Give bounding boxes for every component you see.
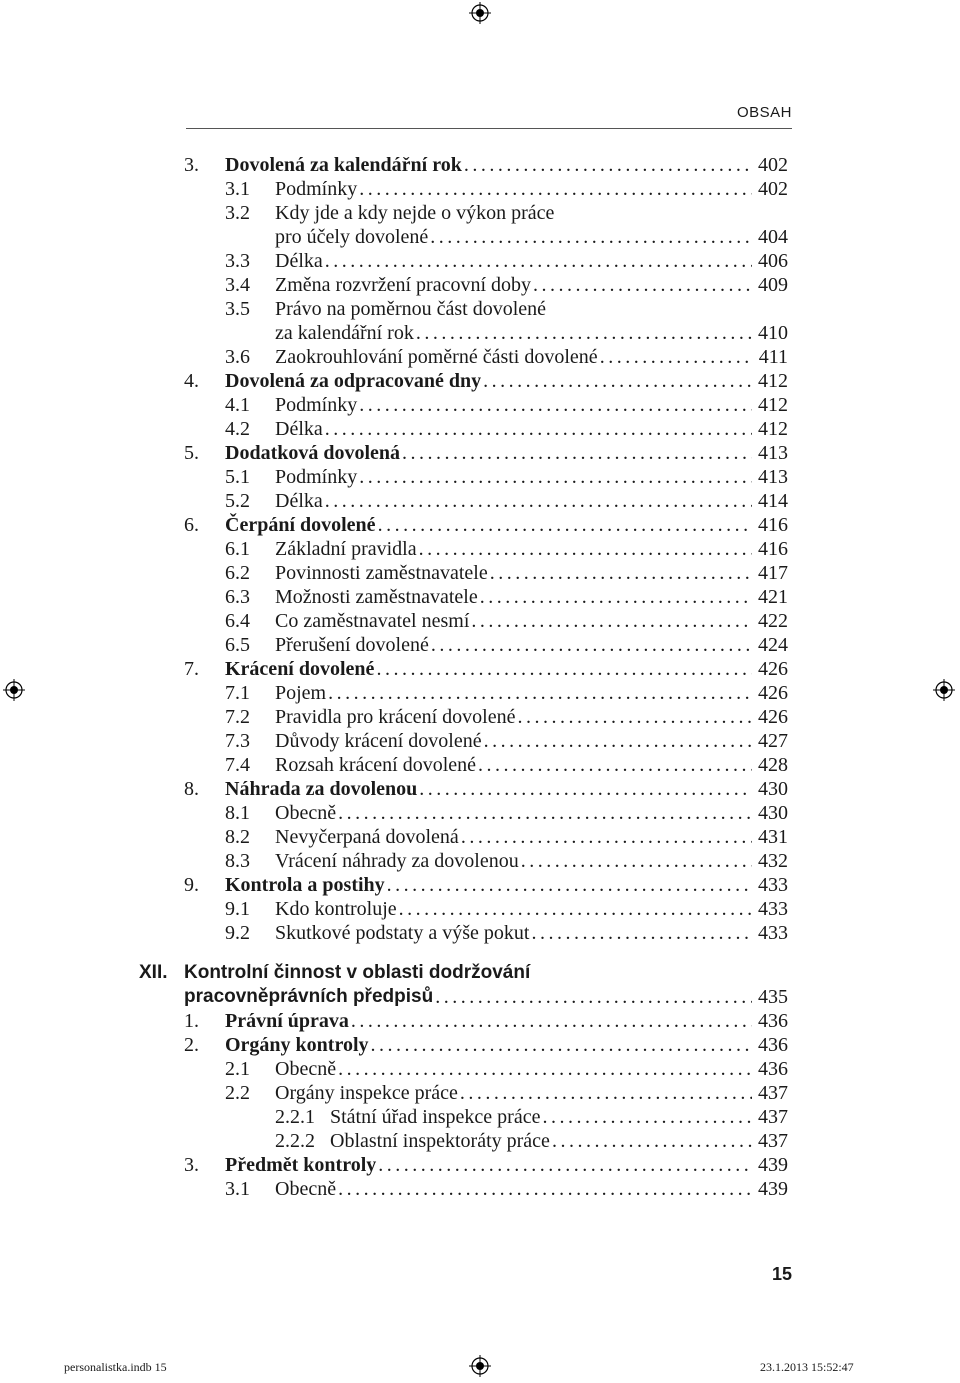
toc-leader-dots [478,753,752,777]
toc-leader-dots [402,441,752,465]
toc-entry-number: 1. [184,1010,199,1032]
toc-leader-dots [471,609,752,633]
toc-entry-title: Pojem [275,682,327,704]
toc-entry-title: Obecně [275,1178,337,1200]
toc-entry [184,1081,788,1105]
toc-leader-dots [325,489,752,513]
toc-entry [184,1009,788,1033]
toc-entry-number: 4. [184,370,199,392]
toc-entry-page: 421 [758,586,788,608]
toc-entry [184,801,788,825]
toc-entry-number: 8.2 [225,826,250,848]
toc-entry-title: Kdo kontroluje [275,898,397,920]
toc-entry-page: 436 [758,1010,788,1032]
toc-entry-title: Oblastní inspektoráty práce [330,1130,550,1152]
toc-leader-dots [480,585,752,609]
toc-entry [184,393,788,417]
toc-entry-number: 6. [184,514,199,536]
toc-entry-number: 7. [184,658,199,680]
toc-entry-title: Rozsah krácení dovolené [275,754,477,776]
toc-entry-page: 424 [758,634,788,656]
table-of-contents [139,153,788,1201]
toc-entry-title: pro účely dovolené [275,226,429,248]
toc-leader-dots [359,465,752,489]
page-number: 15 [771,1264,792,1284]
toc-entry-page: 426 [758,706,788,728]
toc-leader-dots [552,1129,752,1153]
toc-entry-title: Podmínky [275,394,358,416]
toc-entry-number: 2. [184,1034,199,1056]
toc-entry-number: 3.1 [225,1178,250,1200]
toc-entry-page: 412 [758,370,788,392]
toc-entry-number: 7.3 [225,730,250,752]
toc-entry-title: Délka [275,418,323,440]
toc-leader-dots [431,633,752,657]
toc-entry-title: Možnosti zaměstnavatele [275,586,478,608]
toc-entry-title: za kalendářní rok [275,322,414,344]
toc-entry-number: 2.2.1 [275,1106,315,1128]
footer-datetime: 23.1.2013 15:52:47 [760,1360,854,1374]
toc-entry-number: 6.3 [225,586,250,608]
toc-entry-title: Délka [275,490,323,512]
toc-entry-title: Nevyčerpaná dovolená [275,826,459,848]
toc-entry-number: 3.1 [225,178,250,200]
toc-entry-page: 439 [758,1154,788,1176]
toc-leader-dots [325,249,752,273]
toc-leader-dots [325,417,752,441]
toc-entry-page: 413 [758,442,788,464]
toc-entry-page: 406 [758,250,788,272]
toc-entry-number: 6.4 [225,610,250,632]
toc-entry-title: Předmět kontroly [225,1154,377,1176]
toc-entry-page: 426 [758,658,788,680]
toc-entry [184,297,788,321]
toc-entry [184,369,788,393]
toc-leader-dots [338,1057,752,1081]
toc-entry-page: 412 [758,418,788,440]
toc-entry-number: 3. [184,1154,199,1176]
toc-leader-dots [387,873,752,897]
toc-entry [184,1153,788,1177]
toc-entry-page: 427 [758,730,788,752]
toc-leader-dots [416,321,752,345]
toc-entry-number: 6.5 [225,634,250,656]
toc-entry-page: 416 [758,514,788,536]
toc-entry-page: 437 [758,1082,788,1104]
toc-entry [184,609,788,633]
toc-leader-dots [517,705,752,729]
toc-entry-number: XII. [139,962,168,983]
toc-entry [184,561,788,585]
toc-entry [184,657,788,681]
toc-entry-page: 402 [758,178,788,200]
toc-entry-number: 3. [184,154,199,176]
toc-leader-dots [419,537,752,561]
toc-entry-page: 409 [758,274,788,296]
toc-entry [139,961,788,985]
toc-entry-page: 432 [758,850,788,872]
toc-entry-title: Podmínky [275,178,358,200]
toc-entry [184,1033,788,1057]
toc-entry-page: 430 [758,778,788,800]
toc-entry [184,1129,788,1153]
toc-entry-title: Důvody krácení dovolené [275,730,482,752]
toc-entry [184,825,788,849]
toc-entry-number: 4.2 [225,418,250,440]
toc-entry-title: Délka [275,250,323,272]
toc-entry-title: Vrácení náhrady za dovolenou [275,850,519,872]
toc-entry-page: 433 [758,898,788,920]
toc-entry-number: 8. [184,778,199,800]
toc-entry-number: 5.1 [225,466,250,488]
toc-entry-page: 417 [758,562,788,584]
toc-entry-title: Čerpání dovolené [225,514,376,536]
toc-entry [184,705,788,729]
header-rule [186,128,792,129]
toc-entry [184,985,788,1009]
toc-entry-title: Právní úprava [225,1010,349,1032]
toc-leader-dots [533,273,752,297]
toc-entry-title: Kontrola a postihy [225,874,385,896]
toc-leader-dots [378,513,752,537]
toc-entry [184,681,788,705]
toc-entry-title: Pravidla pro krácení dovolené [275,706,516,728]
toc-entry-page: 436 [758,1034,788,1056]
toc-entry [184,489,788,513]
toc-entry [184,465,788,489]
registration-mark-icon [469,1355,491,1377]
toc-entry-title: Skutkové podstaty a výše pokut [275,922,530,944]
toc-entry-number: 3.2 [225,202,250,224]
toc-entry-number: 7.2 [225,706,250,728]
toc-leader-dots [483,369,752,393]
toc-entry-number: 8.1 [225,802,250,824]
toc-entry [184,921,788,945]
toc-entry-page: 411 [758,346,788,368]
toc-entry-title: Obecně [275,1058,337,1080]
toc-entry [184,1177,788,1201]
toc-entry-number: 2.2.2 [275,1130,315,1152]
section-header-label: OBSAH [736,104,792,121]
toc-entry-page: 426 [758,682,788,704]
toc-entry-title: Podmínky [275,466,358,488]
toc-entry-page: 439 [758,1178,788,1200]
toc-entry-title: Obecně [275,802,337,824]
toc-entry-number: 3.4 [225,274,250,296]
toc-entry-page: 413 [758,466,788,488]
toc-entry-page: 404 [758,226,788,248]
toc-entry-title: Orgány kontroly [225,1034,369,1056]
toc-leader-dots [359,177,752,201]
toc-entry-page: 428 [758,754,788,776]
toc-entry-page: 433 [758,922,788,944]
toc-leader-dots [419,777,752,801]
toc-entry-page: 437 [758,1130,788,1152]
toc-leader-dots [460,1081,752,1105]
toc-entry [184,249,788,273]
toc-entry-page: 410 [758,322,788,344]
toc-leader-dots [542,1105,752,1129]
toc-entry [184,585,788,609]
toc-entry [184,417,788,441]
toc-entry-title: Státní úřad inspekce práce [330,1106,541,1128]
toc-entry [184,273,788,297]
toc-entry [184,777,788,801]
toc-entry-page: 422 [758,610,788,632]
toc-entry-title: Zaokrouhlování poměrné části dovolené [275,346,598,368]
toc-entry [184,729,788,753]
toc-entry-number: 2.1 [225,1058,250,1080]
toc-entry-number: 8.3 [225,850,250,872]
toc-entry-page: 437 [758,1106,788,1128]
toc-entry-title: Náhrada za dovolenou [225,778,418,800]
toc-leader-dots [328,681,752,705]
toc-leader-dots [359,393,752,417]
toc-entry [184,1057,788,1081]
toc-entry-title: Dovolená za kalendářní rok [225,154,462,176]
toc-leader-dots [464,153,752,177]
toc-entry-number: 5. [184,442,199,464]
toc-entry-title: Právo na poměrnou část dovolené [275,298,547,320]
toc-leader-dots [484,729,752,753]
toc-entry-number: 2.2 [225,1082,250,1104]
toc-leader-dots [376,657,752,681]
toc-leader-dots [338,1177,752,1201]
toc-entry-title: Dodatková dovolená [225,442,401,464]
footer-file-info: personalistka.indb 15 [64,1360,167,1374]
toc-entry-number: 6.1 [225,538,250,560]
toc-entry-title: Přerušení dovolené [275,634,429,656]
toc-entry [184,849,788,873]
toc-leader-dots [461,825,752,849]
toc-entry [184,873,788,897]
toc-entry-title: Dovolená za odpracované dny [225,370,482,392]
toc-entry-number: 3.6 [225,346,250,368]
toc-entry [184,537,788,561]
toc-entry-title: Orgány inspekce práce [275,1082,458,1104]
toc-entry-number: 3.3 [225,250,250,272]
toc-leader-dots [531,921,752,945]
toc-entry-page: 436 [758,1058,788,1080]
toc-entry [184,513,788,537]
toc-entry [184,345,788,369]
registration-mark-icon [3,679,25,701]
toc-leader-dots [435,985,752,1009]
registration-mark-icon [933,679,955,701]
toc-entry-title: Kontrolní činnost v oblasti dodržování [184,962,531,983]
registration-mark-icon [469,2,491,24]
toc-entry [184,633,788,657]
toc-entry [184,225,788,249]
toc-entry-number: 7.1 [225,682,250,704]
toc-leader-dots [351,1009,752,1033]
toc-entry-title: Povinnosti zaměstnavatele [275,562,488,584]
toc-leader-dots [521,849,752,873]
toc-leader-dots [430,225,752,249]
toc-entry-title: Kdy jde a kdy nejde o výkon práce [275,202,555,224]
toc-leader-dots [371,1033,752,1057]
toc-entry-page: 431 [758,826,788,848]
toc-entry-number: 9.2 [225,922,250,944]
toc-leader-dots [399,897,752,921]
toc-entry-page: 416 [758,538,788,560]
toc-entry-number: 7.4 [225,754,250,776]
toc-entry [184,441,788,465]
toc-entry-page: 430 [758,802,788,824]
toc-entry [184,1105,788,1129]
toc-entry-page: 435 [758,986,788,1008]
toc-entry-page: 414 [758,490,788,512]
toc-entry-number: 6.2 [225,562,250,584]
toc-entry [184,177,788,201]
toc-leader-dots [338,801,752,825]
toc-entry-number: 9.1 [225,898,250,920]
toc-entry-title: Změna rozvržení pracovní doby [275,274,532,296]
toc-entry-title: Co zaměstnavatel nesmí [275,610,470,632]
toc-entry-title: Základní pravidla [275,538,417,560]
toc-entry [184,753,788,777]
toc-entry-page: 412 [758,394,788,416]
toc-leader-dots [378,1153,752,1177]
toc-entry-page: 433 [758,874,788,896]
toc-leader-dots [600,345,752,369]
toc-entry-number: 4.1 [225,394,250,416]
toc-entry [184,201,788,225]
toc-entry-title: Krácení dovolené [225,658,375,680]
toc-entry-page: 402 [758,154,788,176]
toc-entry-title: pracovněprávních předpisů [184,986,434,1007]
toc-entry [184,321,788,345]
toc-entry-number: 3.5 [225,298,250,320]
toc-entry-number: 9. [184,874,199,896]
toc-entry-number: 5.2 [225,490,250,512]
toc-entry [184,153,788,177]
toc-entry [184,897,788,921]
toc-leader-dots [490,561,752,585]
